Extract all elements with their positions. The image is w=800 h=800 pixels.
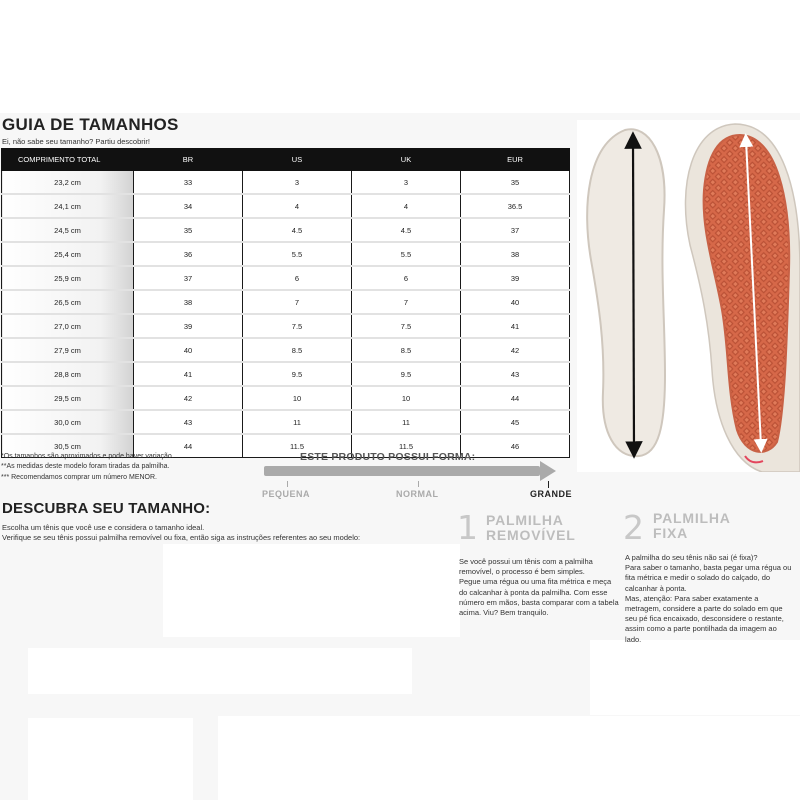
page-subtitle: Ei, não sabe seu tamanho? Partiu descobrir!	[2, 137, 151, 146]
uk-cell: 4.5	[352, 218, 461, 242]
length-cell: 30,5 cm	[2, 434, 134, 458]
column-header-uk: UK	[352, 149, 461, 171]
note-measured-insole: **As medidas deste modelo foram tiradas da palmilha.	[1, 463, 170, 470]
table-row	[2, 314, 570, 338]
uk-cell: 4	[352, 194, 461, 218]
uk-cell: 10	[352, 386, 461, 410]
discover-intro-line: Escolha um tênis que você use e considera o tamanho ideal.	[2, 523, 205, 532]
option-heading-line: FIXA	[653, 525, 689, 541]
uk-cell: 5.5	[352, 242, 461, 266]
us-cell: 4.5	[243, 218, 352, 242]
table-row	[2, 290, 570, 314]
option-text-fixed	[625, 553, 795, 645]
br-cell: 40	[134, 338, 243, 362]
us-cell: 11	[243, 410, 352, 434]
us-cell: 11.5	[243, 434, 352, 458]
eur-cell: 46	[461, 434, 570, 458]
option-paragraph: Se você possui um tênis com a palmilha removível, o processo é bem simples.	[459, 557, 593, 577]
length-cell: 29,5 cm	[2, 386, 134, 410]
us-cell: 6	[243, 266, 352, 290]
option-heading-fixed	[653, 511, 731, 541]
option-heading-line: PALMILHA	[486, 512, 564, 528]
option-text-removable	[459, 557, 621, 618]
uk-cell: 7.5	[352, 314, 461, 338]
option-paragraph: Mas, atenção: Para saber exatamente a metragem, considere a parte do solado em que seu pé fica encaixado, desconsidere o restante, assim como a parte pontilhada da imagem ao lado.	[625, 593, 784, 644]
eur-cell: 36.5	[461, 194, 570, 218]
eur-cell: 39	[461, 266, 570, 290]
table-row	[2, 194, 570, 218]
column-header-eur: EUR	[461, 149, 570, 171]
scale-tick	[287, 481, 288, 487]
form-scale-arrow-icon	[264, 461, 556, 483]
br-cell: 38	[134, 290, 243, 314]
us-cell: 7.5	[243, 314, 352, 338]
eur-cell: 38	[461, 242, 570, 266]
option-number-1: 1	[457, 508, 478, 547]
length-cell: 26,5 cm	[2, 290, 134, 314]
uk-cell: 11.5	[352, 434, 461, 458]
eur-cell: 44	[461, 386, 570, 410]
br-cell: 34	[134, 194, 243, 218]
scale-tick-selected	[548, 481, 549, 488]
size-table-header	[2, 149, 570, 171]
br-cell: 33	[134, 171, 243, 195]
blank-panel	[28, 648, 412, 694]
option-paragraph: Pegue uma régua ou uma fita métrica e meça do calcanhar à ponta da palmilha. Com esse número em mãos, basta comparar com a tabela acima. Viu? Bem tranquilo.	[459, 577, 619, 618]
blank-panel	[590, 640, 800, 715]
br-cell: 39	[134, 314, 243, 338]
option-paragraph: Para saber o tamanho, basta pegar uma régua ou fita métrica e medir o solado do calçado, do calcanhar à ponta.	[625, 563, 792, 593]
length-cell: 24,1 cm	[2, 194, 134, 218]
blank-panel	[0, 0, 800, 113]
uk-cell: 11	[352, 410, 461, 434]
blank-panel	[163, 544, 460, 637]
br-cell: 37	[134, 266, 243, 290]
us-cell: 10	[243, 386, 352, 410]
table-row	[2, 171, 570, 195]
uk-cell: 3	[352, 171, 461, 195]
option-heading-line: PALMILHA	[653, 510, 731, 526]
br-cell: 43	[134, 410, 243, 434]
us-cell: 3	[243, 171, 352, 195]
eur-cell: 43	[461, 362, 570, 386]
uk-cell: 9.5	[352, 362, 461, 386]
br-cell: 36	[134, 242, 243, 266]
br-cell: 42	[134, 386, 243, 410]
size-table	[1, 148, 570, 458]
column-header-us: US	[243, 149, 352, 171]
us-cell: 4	[243, 194, 352, 218]
table-row	[2, 386, 570, 410]
us-cell: 8.5	[243, 338, 352, 362]
discover-title: DESCUBRA SEU TAMANHO:	[2, 500, 211, 517]
br-cell: 41	[134, 362, 243, 386]
us-cell: 7	[243, 290, 352, 314]
eur-cell: 41	[461, 314, 570, 338]
eur-cell: 35	[461, 171, 570, 195]
option-number-2: 2	[623, 508, 644, 547]
blank-panel	[28, 718, 193, 800]
eur-cell: 45	[461, 410, 570, 434]
scale-label-normal: NORMAL	[396, 489, 439, 499]
length-cell: 28,8 cm	[2, 362, 134, 386]
uk-cell: 6	[352, 266, 461, 290]
uk-cell: 8.5	[352, 338, 461, 362]
length-cell: 25,9 cm	[2, 266, 134, 290]
option-paragraph: A palmilha do seu tênis não sai (é fixa)?	[625, 553, 758, 562]
blank-panel	[218, 716, 800, 800]
eur-cell: 40	[461, 290, 570, 314]
length-cell: 24,5 cm	[2, 218, 134, 242]
eur-cell: 42	[461, 338, 570, 362]
page-title: GUIA DE TAMANHOS	[2, 115, 179, 134]
discover-intro-line: Verifique se seu tênis possui palmilha removível ou fixa, então siga as instruções referentes ao seu modelo:	[2, 533, 361, 542]
table-row	[2, 218, 570, 242]
scale-label-large: GRANDE	[530, 489, 573, 499]
form-scale-title: ESTE PRODUTO POSSUI FORMA:	[300, 451, 476, 463]
option-heading-line: REMOVÍVEL	[486, 527, 576, 543]
length-cell: 23,2 cm	[2, 171, 134, 195]
br-cell: 35	[134, 218, 243, 242]
column-header-br: BR	[134, 149, 243, 171]
br-cell: 44	[134, 434, 243, 458]
length-cell: 27,0 cm	[2, 314, 134, 338]
column-header-length: COMPRIMENTO TOTAL	[2, 149, 134, 171]
scale-label-small: PEQUENA	[262, 489, 311, 499]
length-cell: 27,9 cm	[2, 338, 134, 362]
eur-cell: 37	[461, 218, 570, 242]
scale-tick	[418, 481, 419, 487]
insole-sole-image	[577, 120, 800, 472]
note-approximate: *Os tamanhos são aproximados e pode haver variação.	[1, 453, 174, 460]
option-heading-removable	[486, 513, 576, 543]
table-row	[2, 362, 570, 386]
table-row	[2, 338, 570, 362]
us-cell: 9.5	[243, 362, 352, 386]
table-row	[2, 410, 570, 434]
length-cell: 30,0 cm	[2, 410, 134, 434]
length-cell: 25,4 cm	[2, 242, 134, 266]
us-cell: 5.5	[243, 242, 352, 266]
table-row	[2, 266, 570, 290]
table-row	[2, 242, 570, 266]
note-buy-smaller: *** Recomendamos comprar um número MENOR.	[1, 474, 157, 481]
uk-cell: 7	[352, 290, 461, 314]
